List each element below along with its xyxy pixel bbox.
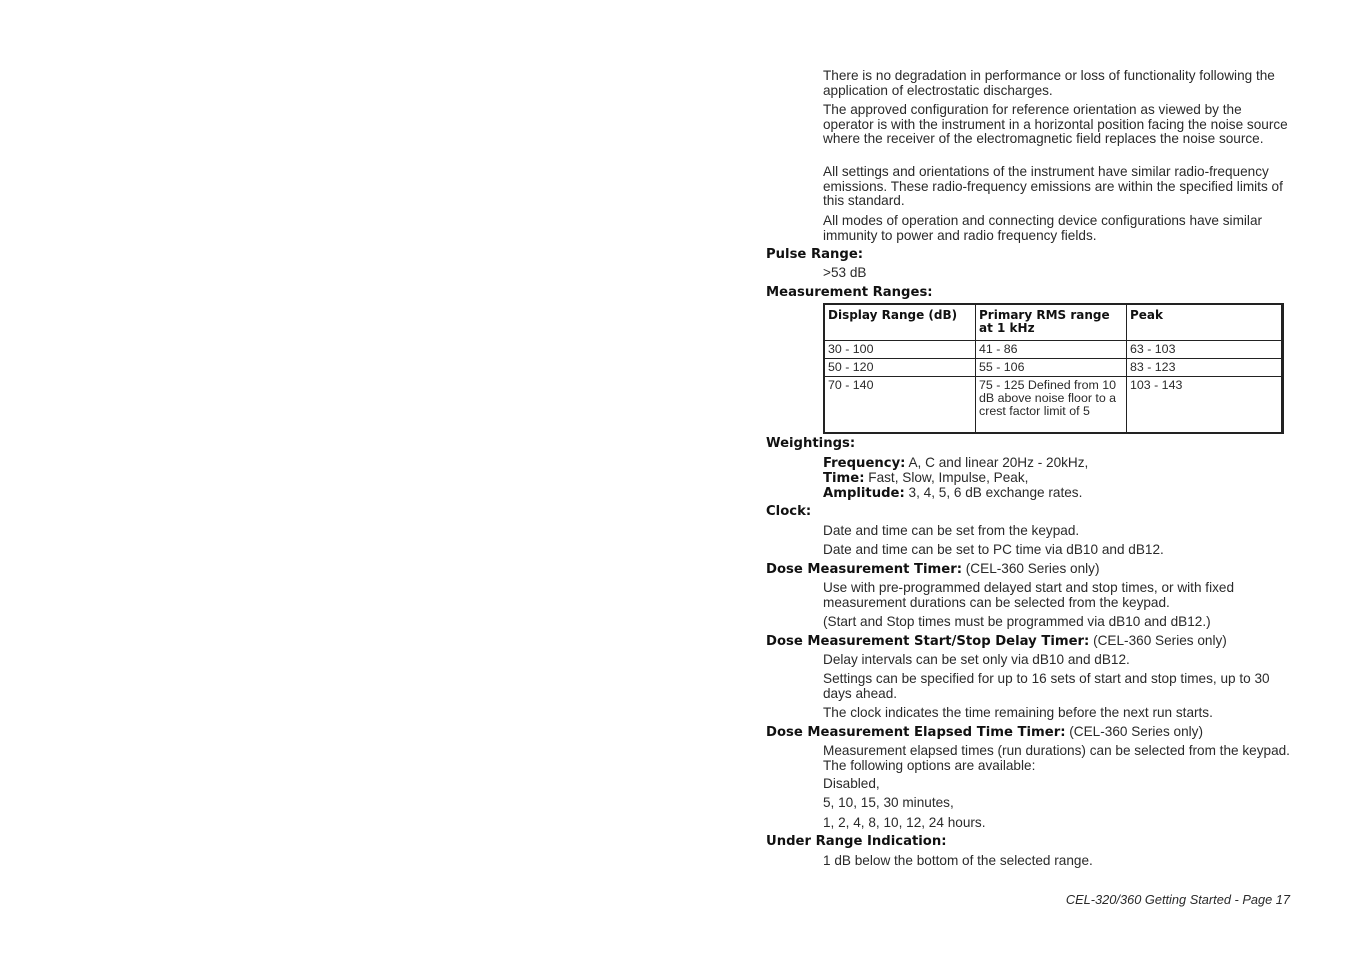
elapsed-option: Disabled, bbox=[823, 776, 880, 791]
dose-timer-note: (CEL-360 Series only) bbox=[962, 561, 1100, 576]
clock-line: Date and time can be set from the keypad. bbox=[823, 523, 1080, 538]
column-header: Display Range (dB) bbox=[824, 304, 976, 341]
table-cell: 55 - 106 bbox=[976, 359, 1127, 377]
time-label: Time: bbox=[823, 471, 865, 486]
elapsed-timer-line: Measurement elapsed times (run durations) can be selected from the keypad. The following options are available: bbox=[823, 743, 1290, 773]
delay-timer-line: Settings can be specified for up to 16 sets of start and stop times, up to 30 days ahead. bbox=[823, 671, 1270, 701]
column-header: Primary RMS range at 1 kHz bbox=[976, 304, 1127, 341]
table-cell: 63 - 103 bbox=[1127, 341, 1283, 359]
table-cell: 75 - 125 Defined from 10 dB above noise floor to a crest factor limit of 5 bbox=[976, 377, 1127, 434]
paragraph-orientation: The approved configuration for reference orientation as viewed by the operator is with the instrument in a horizontal position facing the noise source where the receiver of the electromagnetic field replaces the noise source. bbox=[823, 102, 1288, 147]
weighting-amplitude bbox=[823, 486, 1293, 502]
delay-timer-line: The clock indicates the time remaining before the next run starts. bbox=[823, 705, 1213, 720]
column-header: Peak bbox=[1127, 304, 1283, 341]
paragraph-immunity: All modes of operation and connecting device configurations have similar immunity to power and radio frequency fields. bbox=[823, 213, 1263, 243]
elapsed-option: 5, 10, 15, 30 minutes, bbox=[823, 795, 954, 810]
page-footer: CEL-320/360 Getting Started - Page 17 bbox=[1065, 892, 1290, 907]
table-cell: 41 - 86 bbox=[976, 341, 1127, 359]
measurement-ranges-heading: Measurement Ranges: bbox=[766, 285, 933, 300]
delay-timer-note: (CEL-360 Series only) bbox=[1089, 633, 1227, 648]
table-cell: 30 - 100 bbox=[824, 341, 976, 359]
pulse-range-heading: Pulse Range: bbox=[766, 247, 864, 262]
table-row bbox=[824, 359, 1283, 377]
amplitude-value: 3, 4, 5, 6 dB exchange rates. bbox=[904, 485, 1083, 500]
frequency-label: Frequency: bbox=[823, 456, 906, 471]
weightings-heading: Weightings: bbox=[766, 436, 856, 451]
table-cell: 83 - 123 bbox=[1127, 359, 1283, 377]
table-cell: 103 - 143 bbox=[1127, 377, 1283, 434]
clock-heading: Clock: bbox=[766, 504, 812, 519]
dose-timer-line: Use with pre-programmed delayed start and stop times, or with fixed measurement durations can be selected from the keypad. bbox=[823, 580, 1235, 610]
time-value: Fast, Slow, Impulse, Peak, bbox=[864, 470, 1029, 485]
elapsed-option: 1, 2, 4, 8, 10, 12, 24 hours. bbox=[823, 815, 986, 830]
elapsed-timer-title: Dose Measurement Elapsed Time Timer: bbox=[766, 725, 1066, 740]
dose-timer-title: Dose Measurement Timer: bbox=[766, 562, 962, 577]
table-cell: 70 - 140 bbox=[824, 377, 976, 434]
elapsed-timer-heading bbox=[766, 725, 1306, 741]
pulse-range-value: >53 dB bbox=[823, 265, 867, 280]
amplitude-label: Amplitude: bbox=[823, 486, 905, 501]
delay-timer-heading bbox=[766, 634, 1306, 650]
table-row bbox=[824, 377, 1283, 434]
frequency-value: A, C and linear 20Hz - 20kHz, bbox=[905, 455, 1089, 470]
delay-timer-title: Dose Measurement Start/Stop Delay Timer: bbox=[766, 634, 1090, 649]
delay-timer-line: Delay intervals can be set only via dB10 and dB12. bbox=[823, 652, 1130, 667]
dose-timer-line: (Start and Stop times must be programmed via dB10 and dB12.) bbox=[823, 614, 1211, 629]
elapsed-timer-note: (CEL-360 Series only) bbox=[1065, 724, 1203, 739]
table-row bbox=[824, 341, 1283, 359]
under-range-heading: Under Range Indication: bbox=[766, 834, 947, 849]
table-cell: 50 - 120 bbox=[824, 359, 976, 377]
table-header-row bbox=[824, 304, 1283, 341]
dose-timer-heading bbox=[766, 562, 1306, 578]
measurement-ranges-table bbox=[823, 303, 1284, 434]
clock-line: Date and time can be set to PC time via dB10 and dB12. bbox=[823, 542, 1164, 557]
paragraph-esd: There is no degradation in performance or loss of functionality following the application of electrostatic discharges. bbox=[823, 68, 1275, 98]
under-range-value: 1 dB below the bottom of the selected range. bbox=[823, 853, 1093, 868]
paragraph-emissions: All settings and orientations of the instrument have similar radio-frequency emissions. These radio-frequency emissions are within the specified limits of this standard. bbox=[823, 164, 1283, 209]
